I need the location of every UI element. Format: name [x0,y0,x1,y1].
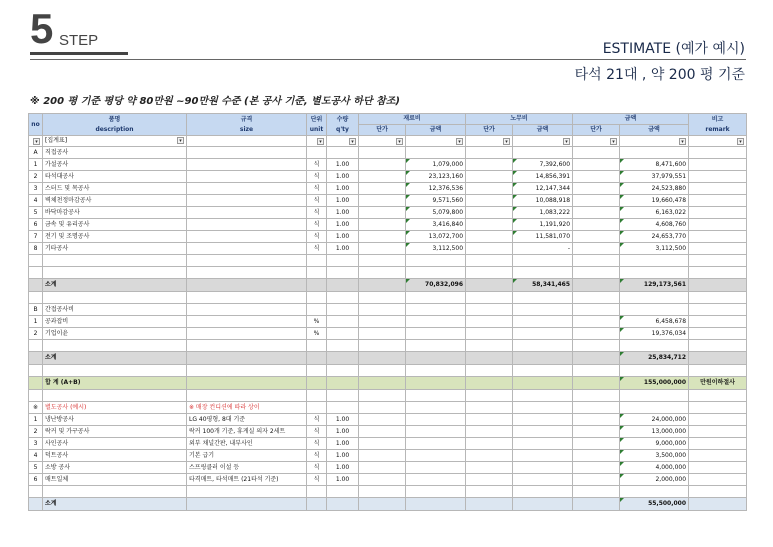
step-label: STEP [59,32,99,49]
filter-no[interactable] [29,136,43,147]
section-b-header: B 간접공사비 [29,304,747,316]
col-material: 재료비 [359,114,466,125]
empty-row [29,340,747,352]
section-extra-subtotal: 소계 55,500,000 [29,498,747,511]
step-badge [30,6,128,54]
dropdown-icon[interactable]: ▾ [177,137,184,144]
col-material-unit-price: 단가 [359,125,406,136]
table-header [29,114,747,136]
empty-row [29,365,747,377]
dropdown-icon[interactable]: ▾ [679,138,686,145]
col-total-amount: 금액 [620,125,689,136]
filter-row [29,136,747,147]
table-row: 3 사인공사 외부 채널간판, 내부사인 식 1.00 9,000,000 [29,438,747,450]
empty-row [29,292,747,304]
col-material-amount: 금액 [406,125,466,136]
grand-total-row: 합 계 (A+B) 155,000,000 만원이하절사 [29,377,747,390]
table-row: 2 기업이윤 % 19,376,034 [29,328,747,340]
table-row: 6 매트일체 타격매트, 타석매트 (21타석 기준) 식 1.00 2,000,000 [29,474,747,486]
table-row: 1 가설공사 식 1.00 1,079,000 7,392,600 8,471,600 [29,159,747,171]
filter-qty[interactable] [327,136,359,147]
table-row: 4 벽체천정마감공사 식 1.00 9,571,560 10,088,918 19,660,478 [29,195,747,207]
table-row: 5 바닥마감공사 식 1.00 5,079,800 1,083,222 6,163,022 [29,207,747,219]
header-divider [30,59,746,60]
table-row: 4 덕트공사 기본 급기 식 1.00 3,500,000 [29,450,747,462]
col-labor: 노무비 [466,114,573,125]
filter-mat-price[interactable] [359,136,406,147]
empty-row [29,255,747,267]
table-row: 8 기타공사 식 1.00 3,112,500 - 3,112,500 [29,243,747,255]
filter-mat-amount[interactable] [406,136,466,147]
table-row: 1 공과잡비 % 6,458,678 [29,316,747,328]
filter-tot-amount[interactable] [620,136,689,147]
table-row: 3 스터드 및 목공사 식 1.00 12,376,536 12,147,344 24,523,880 [29,183,747,195]
empty-row [29,486,747,498]
section-a-header: A 직접공사 [29,147,747,159]
col-total-unit-price: 단가 [573,125,620,136]
filter-spec[interactable] [187,136,307,147]
table-row: 7 전기 및 조명공사 식 1.00 13,072,700 11,581,070 24,653,770 [29,231,747,243]
page-subtitle: 타석 21대 , 약 200 평 기준 [574,67,745,83]
col-labor-amount: 금액 [513,125,573,136]
col-amount: 금액 [573,114,689,125]
section-extra-header: ※ 별도공사 (예시) ※ 매장 컨디션에 따라 상이 [29,402,747,414]
filter-remark[interactable] [689,136,747,147]
col-no: no [29,114,43,136]
table-row: 6 금속 및 유리공사 식 1.00 3,416,840 1,191,920 4,608,760 [29,219,747,231]
col-qty: 수량 q'ty [327,114,359,136]
dropdown-icon[interactable]: ▾ [610,138,617,145]
table-row: 5 소방 공사 스프링클러 이설 등 식 1.00 4,000,000 [29,462,747,474]
dropdown-icon[interactable]: ▾ [456,138,463,145]
empty-row [29,390,747,402]
col-unit: 단위 unit [307,114,327,136]
page-title: ESTIMATE (예가 예시) [602,41,745,57]
col-spec: 규격 size [187,114,307,136]
section-a-subtotal: 소계 70,832,096 58,341,465 129,173,561 [29,279,747,292]
section-extra-title: 별도공사 (예시) [43,402,187,414]
filter-lab-amount[interactable] [513,136,573,147]
filter-lab-price[interactable] [466,136,513,147]
col-remark: 비고 remark [689,114,747,136]
dropdown-icon[interactable]: ▾ [396,138,403,145]
table-row: 2 타석대공사 식 1.00 23,123,160 14,856,391 37,979,551 [29,171,747,183]
dropdown-icon[interactable]: ▾ [503,138,510,145]
estimate-table [28,113,747,511]
section-a-title: 직접공사 [43,147,187,159]
filter-tot-price[interactable] [573,136,620,147]
dropdown-icon[interactable]: ▾ [563,138,570,145]
section-b-title: 간접공사비 [43,304,187,316]
step-underline [30,52,128,55]
dropdown-icon[interactable]: ▾ [349,138,356,145]
estimate-note: ※ 200 평 기준 평당 약 80만원 ~90만원 수준 (본 공사 기준, 별도공사 하단 참조) [30,96,400,107]
filter-item[interactable]: [집계표] ▾ [43,136,187,147]
dropdown-icon[interactable]: ▾ [33,138,40,145]
filter-unit[interactable] [307,136,327,147]
dropdown-icon[interactable]: ▾ [737,138,744,145]
dropdown-icon[interactable]: ▾ [317,138,324,145]
col-labor-unit-price: 단가 [466,125,513,136]
empty-row [29,267,747,279]
table-row: 1 냉난방공사 LG 40평형, 8대 기준 식 1.00 24,000,000 [29,414,747,426]
step-number: 5 [30,5,54,52]
col-item: 품명 description [43,114,187,136]
section-b-subtotal: 소계 25,834,712 [29,352,747,365]
table-row: 2 락커 및 가구공사 락커 100개 기준, 휴게실 의자 2세트 식 1.00 13,000,000 [29,426,747,438]
